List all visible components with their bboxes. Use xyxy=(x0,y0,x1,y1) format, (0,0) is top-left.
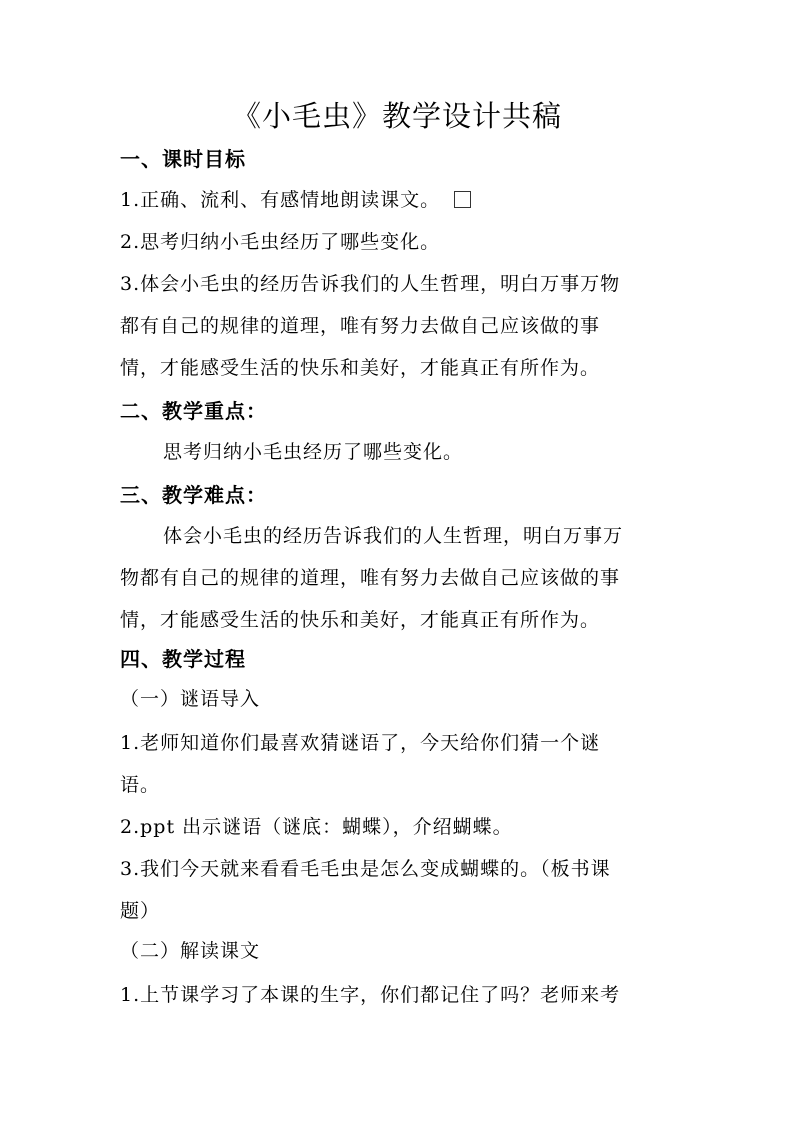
process-item-3-line-1: 3.我们今天就来看看毛毛虫是怎么变成蝴蝶的。（板书课 xyxy=(120,858,611,880)
objective-3-line-3: 情，才能感受生活的快乐和美好，才能真正有所作为。 xyxy=(120,357,601,379)
process-part-1-title: （一）谜语导入 xyxy=(120,688,261,710)
key-point-text: 思考归纳小毛虫经历了哪些变化。 xyxy=(163,441,464,463)
section-heading-difficulty: 三、教学难点： xyxy=(120,483,267,507)
section-heading-key-point: 二、教学重点： xyxy=(120,399,267,423)
section-heading-objectives: 一、课时目标 xyxy=(120,147,246,171)
process-part-2-title: （二）解读课文 xyxy=(120,940,261,962)
objective-2: 2.思考归纳小毛虫经历了哪些变化。 xyxy=(120,231,441,253)
objective-1-text: 1.正确、流利、有感情地朗读课文。 xyxy=(120,189,441,211)
process-item-1-line-1: 1.老师知道你们最喜欢猜谜语了，今天给你们猜一个谜 xyxy=(120,732,601,754)
process-item-1-line-2: 语。 xyxy=(120,774,161,796)
difficulty-line-2: 物都有自己的规律的道理，唯有努力去做自己应该做的事 xyxy=(120,567,621,589)
process-item-2: 2.ppt 出示谜语（谜底：蝴蝶），介绍蝴蝶。 xyxy=(120,816,513,838)
objective-3-line-1: 3.体会小毛虫的经历告诉我们的人生哲理，明白万事万物 xyxy=(120,273,621,295)
difficulty-line-1: 体会小毛虫的经历告诉我们的人生哲理，明白万事万 xyxy=(163,525,624,547)
checkbox-icon xyxy=(454,191,471,208)
objective-1 xyxy=(120,179,650,221)
document-title: 《小毛虫》教学设计共稿 xyxy=(231,99,562,133)
difficulty-line-3: 情，才能感受生活的快乐和美好，才能真正有所作为。 xyxy=(120,609,601,631)
process-item-3-line-2: 题） xyxy=(120,900,161,922)
section-heading-process: 四、教学过程 xyxy=(120,647,246,671)
objective-3-line-2: 都有自己的规律的道理，唯有努力去做自己应该做的事 xyxy=(120,315,601,337)
process-item-4-line-1: 1.上节课学习了本课的生字，你们都记住了吗？老师来考 xyxy=(120,984,621,1006)
